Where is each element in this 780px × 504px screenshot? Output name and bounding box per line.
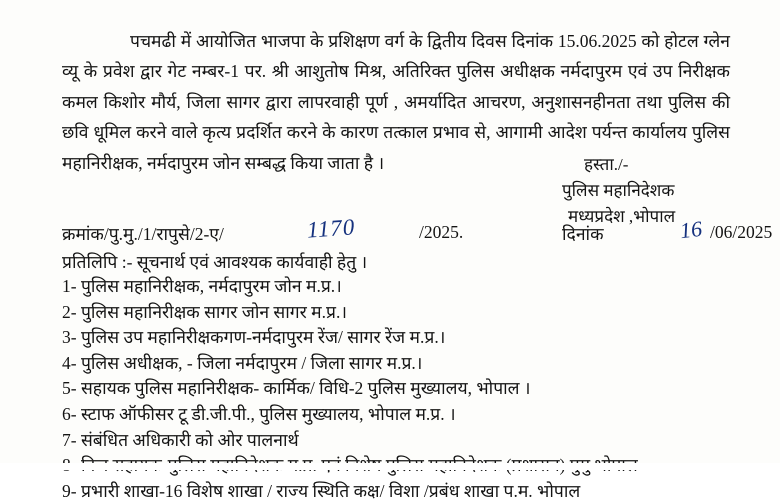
list-item: 2- पुलिस महानिरीक्षक सागर जोन सागर म.प्र.।	[62, 301, 347, 322]
list-item: 4- पुलिस अधीक्षक, - जिला नर्मदापुरम / जिला सागर म.प्र.।	[62, 352, 423, 373]
paragraph-text: पचमढी में आयोजित भाजपा के प्रशिक्षण वर्ग के द्वितीय दिवस दिनांक 15.06.2025 को होटल ग्लेन व्यू के प्रवेश द्वार गेट नम्बर-1 पर. श्री आशुतोष मिश्र, अतिरिक्त पुलिस अधीक्षक नर्मदापुरम एवं उप निरीक्षक कमल किशोर मौर्य, जिला सागर द्वारा लापरवाही पूर्ण , अमर्यादित आचरण, अनुशासनहीनता तथा पुलिस की छवि धूमिल करने वाले कृत्य प्रदर्शित करने के कारण तत्काल प्रभाव से, आगामी आदेश पर्यन्त कार्यालय पुलिस महानिरीक्षक, नर्मदापुरम जोन सम्बद्ध किया जाता है ।	[62, 30, 730, 173]
signature-designation: पुलिस महानिदेशक	[562, 181, 675, 200]
date-label: दिनांक	[562, 224, 604, 244]
reference-label: क्रमांक/पु.मु./1/रापुसे/2-ए/	[62, 224, 224, 244]
list-item: 5- सहायक पुलिस महानिरीक्षक- कार्मिक/ विधि-2 पुलिस मुख्यालय, भोपाल ।	[62, 378, 531, 399]
page-bottom-clip	[0, 463, 780, 470]
list-item: 7- संबंधित अधिकारी को ओर पालनार्थ	[62, 429, 299, 450]
signature-hasta: हस्ता./-	[584, 155, 629, 174]
date-day-handwritten: 16	[678, 215, 704, 244]
list-item: 9- प्रभारी शाखा-16 विशेष शाखा / राज्य स्थिति कक्ष/ विशा /प्रबंध शाखा प.म. भोपाल	[62, 480, 581, 501]
signature-office: मध्यप्रदेश ,भोपाल	[568, 207, 676, 226]
list-item: 6- स्टाफ ऑफीसर टू डी.जी.पी., पुलिस मुख्यालय, भोपाल म.प्र. ।	[62, 403, 456, 424]
reference-year: /2025.	[419, 222, 464, 242]
reference-number-handwritten: 1170	[306, 214, 357, 243]
copy-to-heading: प्रतिलिपि :- सूचनार्थ एवं आवश्यक कार्यवाही हेतु ।	[62, 252, 368, 272]
list-item: 3- पुलिस उप महानिरीक्षकगण-नर्मदापुरम रेंज/ सागर रेंज म.प्र.।	[62, 327, 446, 348]
date-month-year: /06/2025	[710, 222, 773, 242]
signature-block	[560, 152, 770, 230]
list-item: 1- पुलिस महानिरीक्षक, नर्मदापुरम जोन म.प्र.।	[62, 276, 342, 296]
